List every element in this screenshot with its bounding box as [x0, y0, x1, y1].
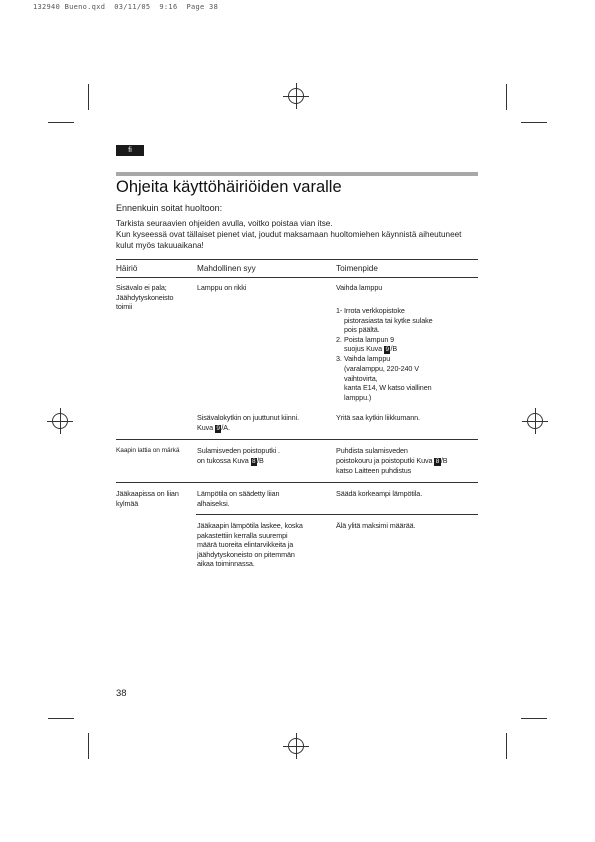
crop-mark — [88, 84, 89, 110]
table-rule-row — [116, 439, 478, 440]
cause-line — [197, 456, 332, 466]
crop-mark — [48, 122, 74, 123]
row1-cause: Lamppu on rikki — [197, 283, 247, 292]
table-rule-row — [116, 482, 478, 483]
print-slug: 132940 Bueno.qxd 03/11/05 9:16 Page 38 — [33, 3, 219, 11]
row1-cause-2 — [197, 413, 332, 433]
header-action: Toimenpide — [336, 264, 378, 273]
action-text: poistokouru ja poistoputki Kuva — [336, 455, 435, 465]
cause-text: Kuva — [197, 422, 215, 432]
row1-action-2: Yritä saa kytkin liikkumann. — [336, 413, 420, 422]
crop-mark — [48, 718, 74, 719]
action-line: katso Laitteen puhdistus — [336, 465, 412, 475]
crop-mark — [506, 733, 507, 759]
step-text — [344, 335, 397, 355]
row3-action: Säädä korkeampi lämpötila. — [336, 489, 423, 498]
row3-cause: Lämpötila on säädetty liian alhaiseksi. — [197, 489, 280, 508]
crop-mark — [521, 122, 547, 123]
language-tab: fi — [116, 145, 144, 156]
figure-ref-badge: 9 — [216, 424, 220, 432]
row2-action — [336, 446, 478, 475]
intro-text — [116, 218, 478, 251]
step-text: Vaihda lamppu (varalamppu, 220-240 V vaihtovirta, kanta E14, W katso viallinen lamppu.) — [344, 354, 432, 402]
step-text-body: Poista lampun 9 suojus Kuva — [344, 334, 395, 354]
cause-suffix: /B — [257, 455, 264, 465]
row1-fault: Sisävalo ei pala; Jäähdytyskoneisto toimii — [116, 283, 174, 312]
step-number: 1- — [336, 306, 343, 315]
step-number: 2. — [336, 334, 342, 344]
registration-mark-left — [52, 413, 68, 429]
step-item — [336, 306, 478, 335]
row2-fault: Kaapin lattia on märkä — [116, 447, 180, 454]
step-text-suffix: /B — [390, 344, 398, 354]
header-fault: Häiriö — [116, 264, 138, 273]
registration-mark-top — [288, 88, 304, 104]
step-text: Irrota verkkopistoke pistorasiasta tai kytke sulake pois päältä. — [344, 306, 433, 335]
row4-action: Älä ylitä maksimi määrää. — [336, 521, 416, 530]
step-item — [336, 354, 478, 402]
crop-mark — [521, 718, 547, 719]
row4-cause: Jääkaapin lämpötila laskee, koska pakastettiin kerralla suurempi määrä tuoreita elintarvikkeita ja jäähdytyskoneisto on pitemmän aikaa toiminnassa. — [197, 521, 303, 569]
action-line: Puhdista sulamisveden — [336, 446, 408, 455]
page-number: 38 — [116, 688, 127, 699]
intro-line: Tarkista seuraavien ohjeiden avulla, voitko poistaa vian itse. — [116, 219, 333, 228]
page-title: Ohjeita käyttöhäiriöiden varalle — [116, 178, 342, 196]
header-cause: Mahdollinen syy — [197, 264, 256, 273]
row1-action: Vaihda lamppu — [336, 283, 383, 292]
cause-line: Sulamisveden poistoputki . — [197, 446, 280, 455]
row2-cause — [197, 446, 332, 466]
cause-line — [197, 423, 332, 433]
registration-mark-right — [527, 413, 543, 429]
step-number: 3. — [336, 354, 342, 364]
table-rule-row — [196, 514, 478, 515]
figure-ref-badge: 8 — [252, 457, 256, 465]
intro-line: Kun kyseessä ovat tällaiset pienet viat, joudut maksamaan huoltomiehen käynnistä aiheutuneet kulut myös takuuaikana! — [116, 230, 462, 250]
subtitle: Ennenkuin soitat huoltoon: — [116, 203, 223, 213]
cause-text: on tukossa Kuva — [197, 455, 251, 465]
crop-mark — [88, 733, 89, 759]
figure-ref-badge: 9 — [385, 346, 389, 354]
step-item — [336, 335, 478, 355]
table-rule-top — [116, 259, 478, 260]
title-rule — [116, 172, 478, 176]
figure-ref-badge: 8 — [435, 457, 440, 465]
row1-steps — [336, 306, 478, 402]
cause-line: Sisävalokytkin on juuttunut kiinni. — [197, 413, 299, 422]
cause-suffix: /A. — [221, 422, 230, 432]
action-suffix: /B — [440, 455, 448, 465]
action-line — [336, 456, 478, 466]
row3-fault: Jääkaapissa on liian kylmää — [116, 489, 179, 508]
crop-mark — [506, 84, 507, 110]
table-rule-header — [116, 277, 478, 278]
registration-mark-bottom — [288, 738, 304, 754]
